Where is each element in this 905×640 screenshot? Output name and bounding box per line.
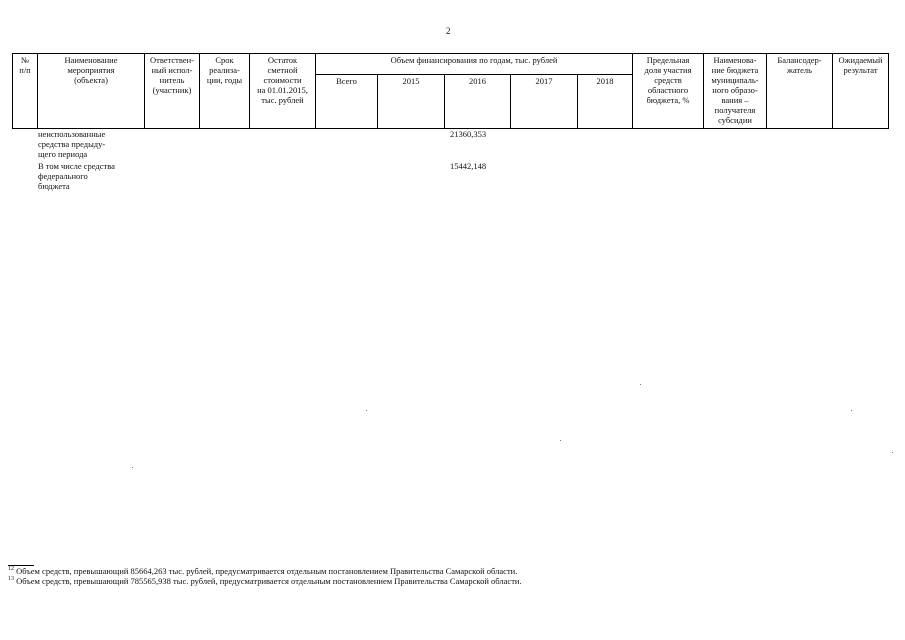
page-number: 2: [446, 26, 451, 36]
header-2016: 2016: [445, 74, 511, 128]
header-funding: Объем финансирования по годам, тыс. рублей: [316, 54, 633, 75]
footnotes: [8, 566, 522, 586]
header-term: Срок реализа- ции, годы: [200, 54, 250, 129]
header-responsible: Ответствен- ный испол- нитель (участник): [145, 54, 200, 129]
header-name: Наименование мероприятия (объекта): [38, 54, 145, 129]
footnote-13-mark: 13: [8, 576, 14, 582]
header-2017: 2017: [511, 74, 578, 128]
header-result: Ожидаемый результат: [833, 54, 889, 129]
scan-speck: [132, 467, 133, 468]
header-share: Предельная доля участия средств областного бюджета, %: [633, 54, 704, 129]
scan-speck: [892, 452, 893, 453]
header-2015: 2015: [378, 74, 445, 128]
footnote-13: [8, 576, 522, 586]
scan-speck: [640, 384, 641, 385]
header-holder: Балансодер- жатель: [767, 54, 833, 129]
footnote-13-text: Объем средств, превышающий 785565,938 тыс. рублей, предусматривается отдельным постановлением Правительства Самарской области.: [16, 576, 522, 586]
scan-speck: [366, 410, 367, 411]
footnote-12: [8, 566, 522, 576]
scan-speck: [851, 410, 852, 411]
footnote-12-mark: 12: [8, 566, 14, 572]
row-federal-funds-2016: 15442,148: [450, 161, 487, 171]
header-table: [12, 53, 889, 129]
header-balance: Остаток сметной стоимости на 01.01.2015, тыс. рублей: [250, 54, 316, 129]
header-num: № п/п: [13, 54, 38, 129]
footnote-12-text: Объем средств, превышающий 85664,263 тыс. рублей, предусматривается отдельным постановлением Правительства Самарской области.: [16, 566, 518, 576]
header-2018: 2018: [578, 74, 633, 128]
row-federal-funds-label: В том числе средства федерального бюджета: [38, 161, 115, 191]
row-unused-funds-2016: 21360,353: [450, 129, 487, 139]
header-total: Всего: [316, 74, 378, 128]
header-municipal: Наименова- ние бюджета муниципаль- ного образо- вания – получателя субсидии: [704, 54, 767, 129]
scan-speck: [560, 440, 561, 441]
row-unused-funds-label: неиспользованные средства предыду- щего периода: [38, 129, 106, 159]
